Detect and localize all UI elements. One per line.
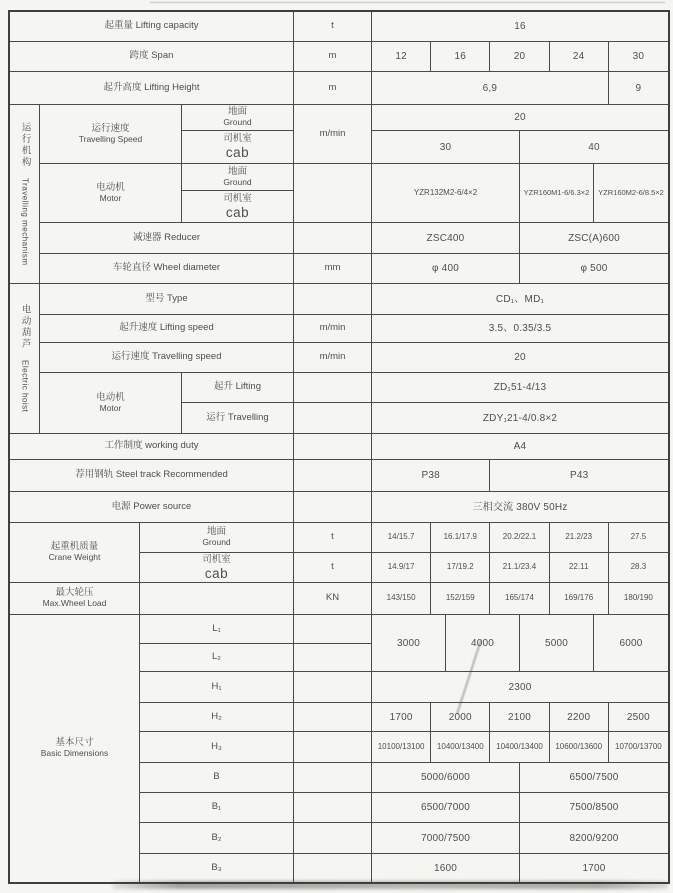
crane-weight-ground-value-0: 14/15.7 [372,523,431,553]
span-value-2: 20 [490,42,549,72]
crane-weight-cab-value-4: 28.3 [609,553,668,583]
cab-label-en: cab [225,145,250,161]
dim-b3-unit-empty [294,854,372,882]
dim-l-value-0: 3000 [372,615,446,672]
working-duty-value: A4 [372,434,668,460]
section-electric-hoist-zh: 电动葫芦 [19,304,31,351]
travel-motor-unit-empty [294,164,372,223]
wheel-diameter-value-0: φ 400 [372,254,520,284]
dim-b3-value-1: 1700 [582,862,606,874]
hoist-lifting-speed-unit: m/min [294,315,372,343]
travel-speed-cab-sublabel [182,131,294,164]
dim-b1-value-0: 6500/7000 [372,793,520,823]
lifting-capacity-label: 起重量 Lifting capacity [10,12,294,42]
power-source-label: 电源 Power source [10,492,294,523]
travel-speed-ground-value: 20 [372,105,668,131]
crane-weight-cab-sublabel [140,553,294,583]
crane-weight-cab-value-0: 14.9/17 [372,553,431,583]
travel-speed-label-zh: 运行速度 [91,122,130,134]
ground-label-en: Ground [223,117,252,128]
span-unit: m [294,42,372,72]
hoist-lifting-speed-value: 3.5、0.35/3.5 [372,315,668,343]
dim-b2-sublabel: B₂ [140,823,294,854]
crane-spec-table [8,10,670,884]
hoist-type-unit-empty [294,284,372,315]
crane-weight-cab-value-3: 22.11 [550,553,609,583]
lifting-height-label: 起升高度 Lifting Height [10,72,294,105]
ground-label-en: Ground [223,176,252,187]
dim-h2-unit-empty [294,703,372,732]
max-wheel-load-unit: KN [294,583,372,615]
working-duty-label: 工作制度 working duty [10,434,294,460]
cab-label-zh: 司机室 [223,133,252,145]
ground-label-zh: 地面 [227,106,247,118]
dim-b-value-1: 6500/7500 [520,763,668,793]
wheel-diameter-value-1: φ 500 [520,254,668,284]
dim-h3-sublabel: H₃ [140,732,294,763]
dim-b-value-0: 5000/6000 [372,763,520,793]
crane-weight-ground-sublabel [140,523,294,553]
dim-b2-unit-empty [294,823,372,854]
crane-weight-label [10,523,140,583]
dim-h1-unit-empty [294,672,372,703]
cab-label-zh: 司机室 [223,192,252,204]
hoist-motor-lifting-unit-empty [294,373,372,403]
lifting-height-value-main: 6,9 [372,72,609,105]
ground-label-zh: 地面 [206,526,226,538]
dim-l-value-3: 6000 [594,615,668,672]
wheel-diameter-label: 车轮直径 Wheel diameter [40,254,294,284]
dim-h2-value-1: 2000 [431,703,490,732]
lifting-capacity-unit: t [294,12,372,42]
travel-speed-label [40,105,182,164]
dim-b-sublabel: B [140,763,294,793]
hoist-motor-lifting-sublabel: 起升 Lifting [182,373,294,403]
cab-label-en: cab [204,565,229,581]
basic-dimensions-label [10,615,140,882]
dim-l2-sublabel: L₂ [140,644,294,672]
travel-motor-label-zh: 电动机 [96,181,125,193]
hoist-type-value: CD₁、MD₁ [372,284,668,315]
span-value-0: 12 [372,42,431,72]
basic-dimensions-label-zh: 基本尺寸 [55,737,94,749]
steel-track-label: 荐用钢轨 Steel track Recommended [10,460,294,492]
travel-speed-label-en: Travelling Speed [78,133,143,144]
crane-weight-ground-value-4: 27.5 [609,523,668,553]
dim-h3-value-2: 10400/13400 [490,732,549,763]
dim-l2-unit-empty [294,644,372,672]
wheel-diameter-unit: mm [294,254,372,284]
hoist-travel-speed-label: 运行速度 Travelling speed [40,343,294,373]
hoist-type-label: 型号 Type [40,284,294,315]
dim-b3-sublabel: B₃ [140,854,294,882]
travel-motor-value-1: YZR160M1-6/6.3×2 [520,164,594,223]
max-wheel-load-sublabel-empty [140,583,294,615]
crane-weight-ground-value-2: 20.2/22.1 [490,523,549,553]
hoist-travel-speed-value: 20 [372,343,668,373]
basic-dimensions-label-en: Basic Dimensions [40,748,109,759]
hoist-motor-label [40,373,182,434]
dim-b3-value-0: 1600 [372,854,520,882]
travel-speed-unit: m/min [294,105,372,164]
travel-motor-label-en: Motor [99,192,122,203]
lifting-capacity-value: 16 [372,12,668,42]
working-duty-unit-empty [294,434,372,460]
hoist-motor-lifting-value: ZD₁51-4/13 [372,373,668,403]
travel-motor-value-2: YZR160M2-6/8.5×2 [594,164,668,223]
hoist-travel-speed-unit: m/min [294,343,372,373]
crane-weight-cab-value-2: 21.1/23.4 [490,553,549,583]
ground-label-en: Ground [202,537,231,548]
travel-motor-label [40,164,182,223]
max-wheel-load-value-0: 143/150 [372,583,431,615]
hoist-motor-label-en: Motor [99,402,122,413]
span-value-4: 30 [609,42,668,72]
steel-track-unit-empty [294,460,372,492]
dim-h2-value-4: 2500 [609,703,668,732]
dim-h2-sublabel: H₂ [140,703,294,732]
section-travelling-mechanism [10,105,40,284]
travel-speed-cab-value-0: 30 [372,131,520,164]
max-wheel-load-value-3: 169/176 [550,583,609,615]
dim-l1-unit-empty [294,615,372,644]
dim-b1-unit-empty [294,793,372,823]
span-value-3: 24 [550,42,609,72]
lifting-height-unit: m [294,72,372,105]
travel-motor-value-0: YZR132M2-6/4×2 [372,164,520,223]
crane-weight-ground-value-1: 16.1/17.9 [431,523,490,553]
travel-motor-ground-sublabel [182,164,294,191]
span-label: 跨度 Span [10,42,294,72]
section-travelling-mechanism-en: Travelling mechanism [20,178,30,266]
crane-weight-ground-value-3: 21.2/23 [550,523,609,553]
travel-speed-ground-sublabel [182,105,294,131]
power-source-unit-empty [294,492,372,523]
max-wheel-load-value-2: 165/174 [490,583,549,615]
dim-b2-value-1: 8200/9200 [520,823,668,854]
scan-edge-artifact-top [150,2,665,3]
crane-weight-ground-unit: t [294,523,372,553]
dim-h3-value-0: 10100/13100 [372,732,431,763]
dim-h2-value-0: 1700 [372,703,431,732]
reducer-value-1: ZSC(A)600 [520,223,668,254]
dim-b1-sublabel: B₁ [140,793,294,823]
crane-weight-cab-value-1: 17/19.2 [431,553,490,583]
dim-h2-value-3: 2200 [550,703,609,732]
cab-label-zh: 司机室 [202,553,231,565]
dim-h1-value: 2300 [372,672,668,703]
crane-weight-label-zh: 起重机质量 [50,541,99,553]
dim-h2-value-2: 2100 [490,703,549,732]
travel-motor-cab-sublabel [182,191,294,223]
steel-track-value-1: P43 [490,460,668,492]
section-electric-hoist-en: Electric hoist [20,360,30,413]
dim-l-value-1: 4000 [446,615,520,672]
section-electric-hoist [10,284,40,434]
hoist-lifting-speed-label: 起升速度 Lifting speed [40,315,294,343]
max-wheel-load-value-1: 152/159 [431,583,490,615]
span-value-1: 16 [431,42,490,72]
dim-b-unit-empty [294,763,372,793]
power-source-value: 三相交流 380V 50Hz [372,492,668,523]
max-wheel-load-value-4: 180/190 [609,583,668,615]
dim-b1-value-1: 7500/8500 [520,793,668,823]
dim-l1-sublabel: L₁ [140,615,294,644]
dim-h3-value-1: 10400/13400 [431,732,490,763]
crane-weight-label-en: Crane Weight [48,552,101,563]
dim-h3-value-4: 10700/13700 [609,732,668,763]
dim-h3-value-3: 10600/13600 [550,732,609,763]
max-wheel-load-label [10,583,140,615]
crane-weight-cab-unit: t [294,553,372,583]
hoist-motor-travelling-value: ZDY₁21-4/0.8×2 [372,403,668,434]
reducer-value-0: ZSC400 [372,223,520,254]
travel-speed-cab-value-1: 40 [520,131,668,164]
lifting-height-value-last: 9 [609,72,668,105]
hoist-motor-travelling-unit-empty [294,403,372,434]
dim-b2-value-0: 7000/7500 [372,823,520,854]
dim-h3-unit-empty [294,732,372,763]
max-wheel-load-label-zh: 最大轮压 [55,587,94,599]
reducer-label: 减速器 Reducer [40,223,294,254]
dim-h1-sublabel: H₁ [140,672,294,703]
reducer-unit-empty [294,223,372,254]
hoist-motor-label-zh: 电动机 [96,391,125,403]
section-travelling-mechanism-zh: 运行机构 [19,122,31,169]
cab-label-en: cab [225,204,250,220]
steel-track-value-0: P38 [372,460,490,492]
ground-label-zh: 地面 [227,165,247,177]
hoist-motor-travelling-sublabel: 运行 Travelling [182,403,294,434]
dim-l-value-2: 5000 [520,615,594,672]
max-wheel-load-label-en: Max.Wheel Load [42,598,107,609]
